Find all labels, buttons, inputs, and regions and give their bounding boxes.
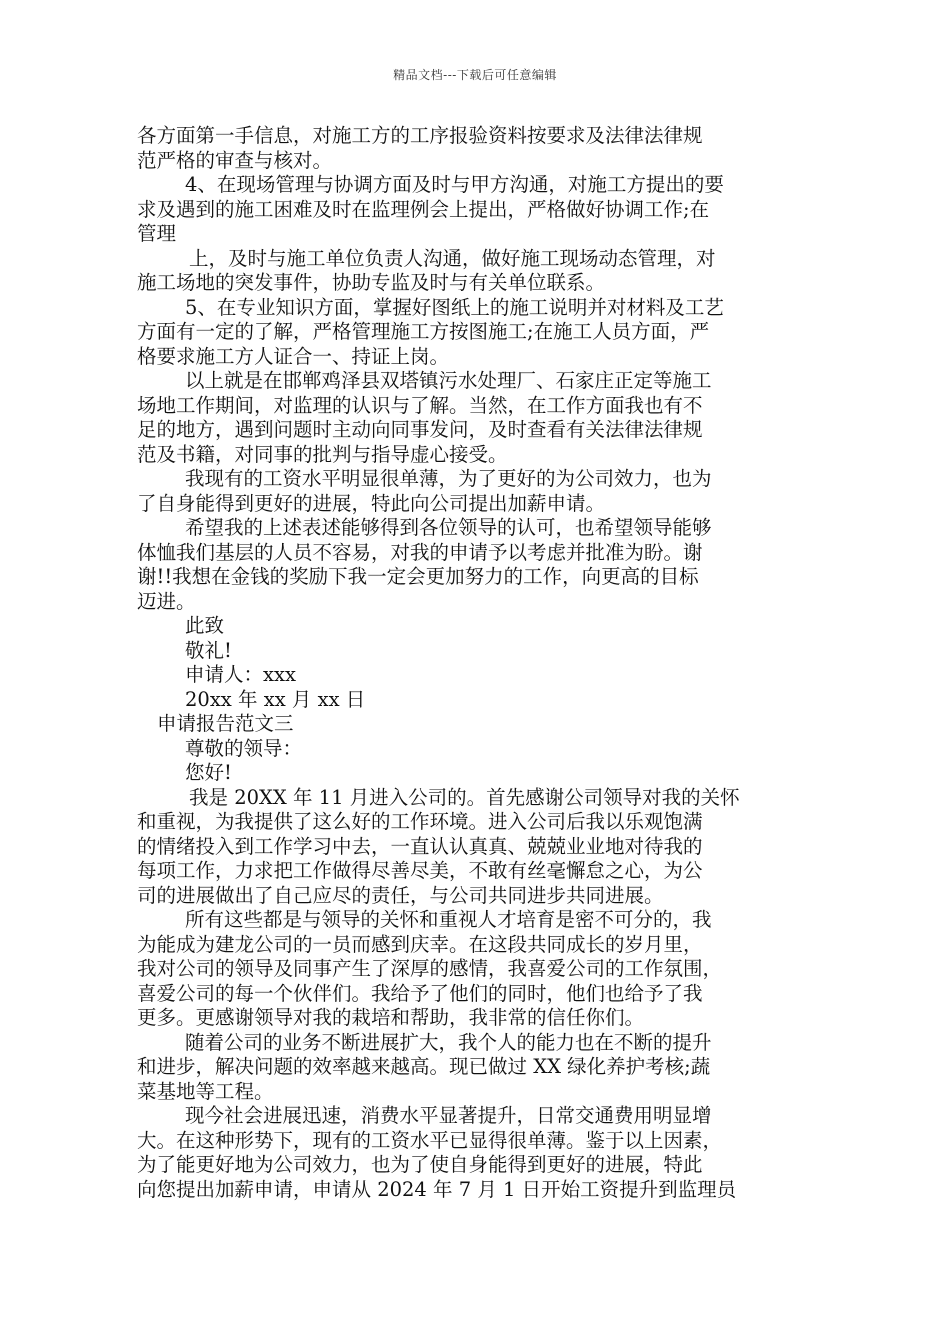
text-line: 我是 20XX 年 11 月进入公司的。首先感谢公司领导对我的关怀 [189, 785, 740, 809]
text-line: 迈进。 [137, 589, 196, 613]
text-line: 和进步，解决问题的效率越来越高。现已做过 XX 绿化养护考核;蔬 [137, 1055, 711, 1078]
document-body [137, 124, 817, 1202]
text-line: 现今社会进展迅速，消费水平显著提升，日常交通费用明显增 [185, 1104, 712, 1127]
text-line: 更多。更感谢领导对我的栽培和帮助，我非常的信任你们。 [137, 1006, 645, 1029]
text-line: 范及书籍，对同事的批判与指导虚心接受。 [137, 442, 508, 466]
text-line: 菜基地等工程。 [137, 1079, 274, 1103]
text-line: 所有这些都是与领导的关怀和重视人才培育是密不可分的，我 [185, 908, 712, 931]
text-line: 方面有一定的了解，严格管理施工方按图施工;在施工人员方面，严 [137, 320, 710, 343]
greeting: 您好! [185, 761, 232, 784]
text-line: 场地工作期间，对监理的认识与了解。当然，在工作方面我也有不 [137, 393, 703, 417]
text-line: 管理 [137, 222, 177, 245]
applicant-signature: 申请人：xxx [185, 663, 296, 686]
closing-regards: 敬礼! [185, 638, 232, 662]
section-title: 申请报告范文三 [157, 712, 294, 735]
text-line: 为能成为建龙公司的一员而感到庆幸。在这段共同成长的岁月里， [137, 932, 703, 956]
text-line: 司的进展做出了自己应尽的责任，与公司共同进步共同进展。 [137, 883, 664, 907]
greeting-addressee: 尊敬的领导： [185, 736, 303, 760]
page-header: 精品文档---下载后可任意编辑 [393, 68, 557, 82]
text-line: 了自身能得到更好的进展，特此向公司提出加薪申请。 [137, 491, 606, 515]
text-line: 向您提出加薪申请，申请从 2024 年 7 月 1 日开始工资提升到监理员 [137, 1177, 737, 1201]
text-line: 求及遇到的施工困难及时在监理例会上提出，严格做好协调工作;在 [137, 197, 710, 221]
text-line: 随着公司的业务不断进展扩大，我个人的能力也在不断的提升 [185, 1030, 712, 1054]
text-line: 和重视，为我提供了这么好的工作环境。进入公司后我以乐观饱满 [137, 810, 703, 833]
text-line: 施工场地的突发事件，协助专监及时与有关单位联系。 [137, 271, 606, 294]
text-line: 足的地方，遇到问题时主动向同事发问，及时查看有关法律法律规 [137, 418, 703, 441]
text-line: 为了能更好地为公司效力，也为了使自身能得到更好的进展，特此 [137, 1153, 703, 1176]
text-line: 4、在现场管理与协调方面及时与甲方沟通，对施工方提出的要 [185, 173, 724, 196]
closing-salutation: 此致 [185, 614, 225, 637]
text-line: 每项工作，力求把工作做得尽善尽美，不敢有丝毫懈怠之心，为公 [137, 859, 703, 882]
signature-date: 20xx 年 xx 月 xx 日 [185, 687, 366, 711]
text-line: 我对公司的领导及同事产生了深厚的感情，我喜爱公司的工作氛围， [137, 957, 723, 980]
text-line: 体恤我们基层的人员不容易，对我的申请予以考虑并批准为盼。谢 [137, 540, 703, 564]
text-line: 范严格的审查与核对。 [137, 148, 333, 172]
text-line: 5、在专业知识方面，掌握好图纸上的施工说明并对材料及工艺 [185, 295, 724, 319]
text-line: 各方面第一手信息，对施工方的工序报验资料按要求及法律法律规 [137, 124, 703, 147]
text-line: 希望我的上述表述能够得到各位领导的认可，也希望领导能够 [185, 516, 712, 539]
text-line: 我现有的工资水平明显很单薄，为了更好的为公司效力，也为 [185, 467, 712, 490]
text-line: 喜爱公司的每一个伙伴们。我给予了他们的同时，他们也给予了我 [137, 981, 703, 1005]
text-line: 谢!!我想在金钱的奖励下我一定会更加努力的工作，向更高的目标 [137, 565, 699, 588]
text-line: 大。在这种形势下，现有的工资水平已显得很单薄。鉴于以上因素， [137, 1128, 723, 1152]
text-line: 格要求施工方人证合一、持证上岗。 [137, 344, 450, 368]
text-line: 的情绪投入到工作学习中去，一直认认真真、兢兢业业地对待我的 [137, 834, 703, 858]
text-line: 以上就是在邯郸鸡泽县双塔镇污水处理厂、石家庄正定等施工 [185, 369, 712, 392]
text-line: 上，及时与施工单位负责人沟通，做好施工现场动态管理，对 [189, 246, 716, 270]
